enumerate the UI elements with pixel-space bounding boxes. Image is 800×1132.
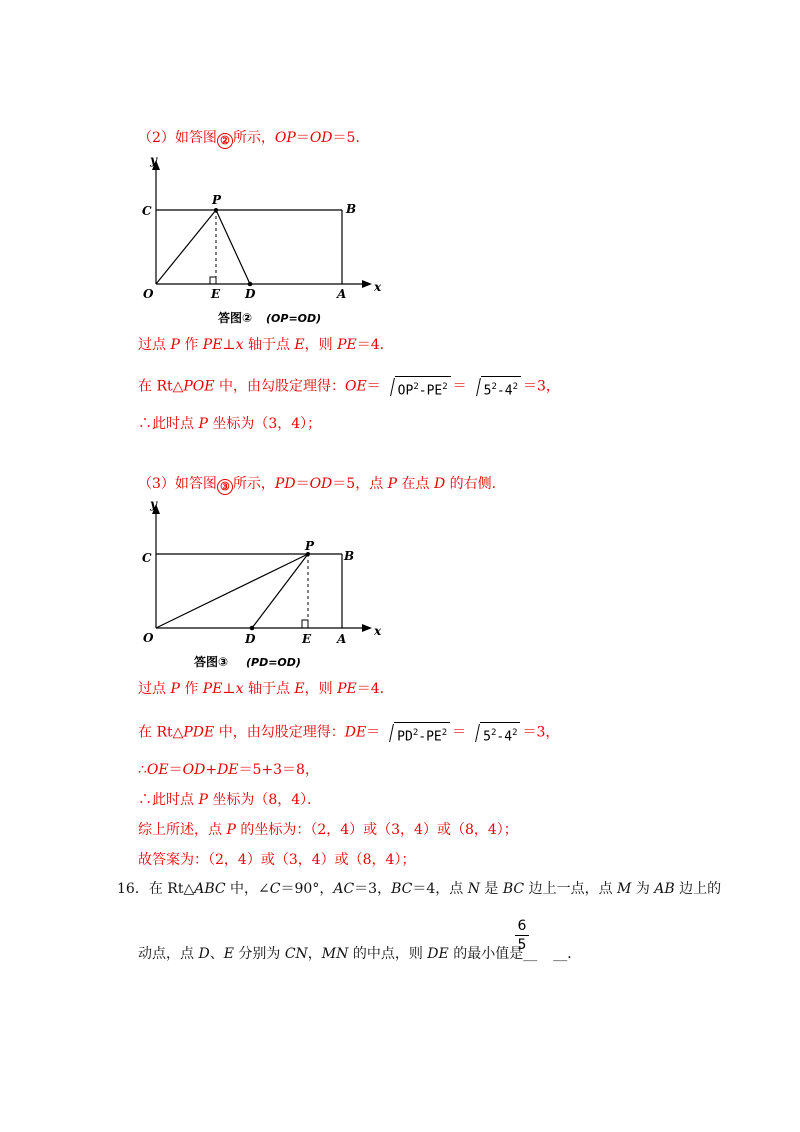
- circled-two-icon: ②: [217, 133, 233, 149]
- fig3-label-d: D: [245, 632, 256, 646]
- s2-line1: 过点 P 作 PE⊥x 轴于点 E，则 PE＝4．: [138, 337, 394, 353]
- summary-line2: 故答案为：（2，4）或（3，4）或（8，4）；: [138, 852, 416, 868]
- fig2-caption-a: 答图②: [218, 311, 253, 325]
- fig3-label-y: y: [150, 497, 157, 511]
- s3-line1: 过点 P 作 PE⊥x 轴于点 E，则 PE＝4．: [138, 681, 394, 697]
- fig3-caption-b: (PD=OD): [246, 656, 301, 669]
- fraction-bar: [515, 935, 529, 936]
- fig3-label-x: x: [374, 624, 382, 638]
- sqrt-pd-pe: $PD^2-PE^2$: [382, 722, 450, 747]
- q16-answer-fraction: [515, 918, 529, 953]
- s3-line2: 在 Rt△PDE 中，由勾股定理得：$DE= PD^2-PE^2 = 5^2-4^2 =3$，: [138, 722, 559, 747]
- fraction-numerator: 6: [517, 918, 527, 934]
- figure-3: [138, 494, 388, 674]
- fig2-caption-b: (OP=OD): [266, 312, 322, 325]
- s2-line2: 在 Rt△POE 中，由勾股定理得：$OE= OP^2-PE^2 = 5^2-4^2 =3$，: [138, 376, 560, 401]
- fig2-label-a: A: [337, 287, 347, 301]
- figure-2: [138, 150, 388, 330]
- s2-heading: （2）如答图 ② 所示，OP＝OD＝5．: [138, 130, 370, 147]
- fig3-label-o: O: [143, 631, 154, 645]
- fig2-label-e: E: [211, 287, 221, 301]
- s3-line3: ∴OE＝OD+DE＝5+3＝8，: [138, 762, 319, 778]
- fig3-label-e: E: [302, 632, 312, 646]
- fig3-label-c: C: [142, 551, 152, 565]
- fig2-label-c: C: [142, 204, 152, 218]
- q16-line1: 16．在 Rt△ABC 中，∠C＝90°，AC＝3，BC＝4，点 N 是 BC 边上一点，点 M 为 AB 边上的: [117, 881, 722, 897]
- fig2-label-x: x: [374, 280, 382, 294]
- fig2-label-b: B: [346, 202, 357, 216]
- circled-three-icon: ③: [217, 479, 233, 495]
- fig2-label-p: P: [212, 193, 222, 207]
- fraction-denominator: 5: [517, 937, 527, 953]
- fig3-label-p: P: [305, 539, 315, 553]
- s3-line4: ∴此时点 P 坐标为（8，4）．: [138, 792, 322, 808]
- q16-line2: 动点，点 D、E 分别为 CN，MN 的中点，则 DE 的最小值是__ __．: [138, 946, 582, 962]
- sqrt-op-pe: $OP^2-PE^2$: [383, 376, 451, 401]
- sqrt-5-4: $5^2-4^2$: [469, 376, 521, 401]
- fig3-label-b: B: [344, 549, 355, 563]
- fig2-label-d: D: [245, 287, 256, 301]
- s2-line3: ∴此时点 P 坐标为（3，4）；: [138, 416, 322, 432]
- fig2-label-o: O: [143, 287, 154, 301]
- summary-line1: 综上所述，点 P 的坐标为：（2，4）或（3，4）或（8，4）；: [138, 822, 518, 838]
- fig3-caption-a: 答图③: [194, 655, 229, 669]
- s3-heading: （3）如答图 ③ 所示，PD＝OD＝5，点 P 在点 D 的右侧．: [138, 476, 506, 493]
- fig3-label-a: A: [337, 632, 347, 646]
- sqrt-5-4-b: $5^2-4^2$: [468, 722, 520, 747]
- fig2-label-y: y: [150, 153, 157, 167]
